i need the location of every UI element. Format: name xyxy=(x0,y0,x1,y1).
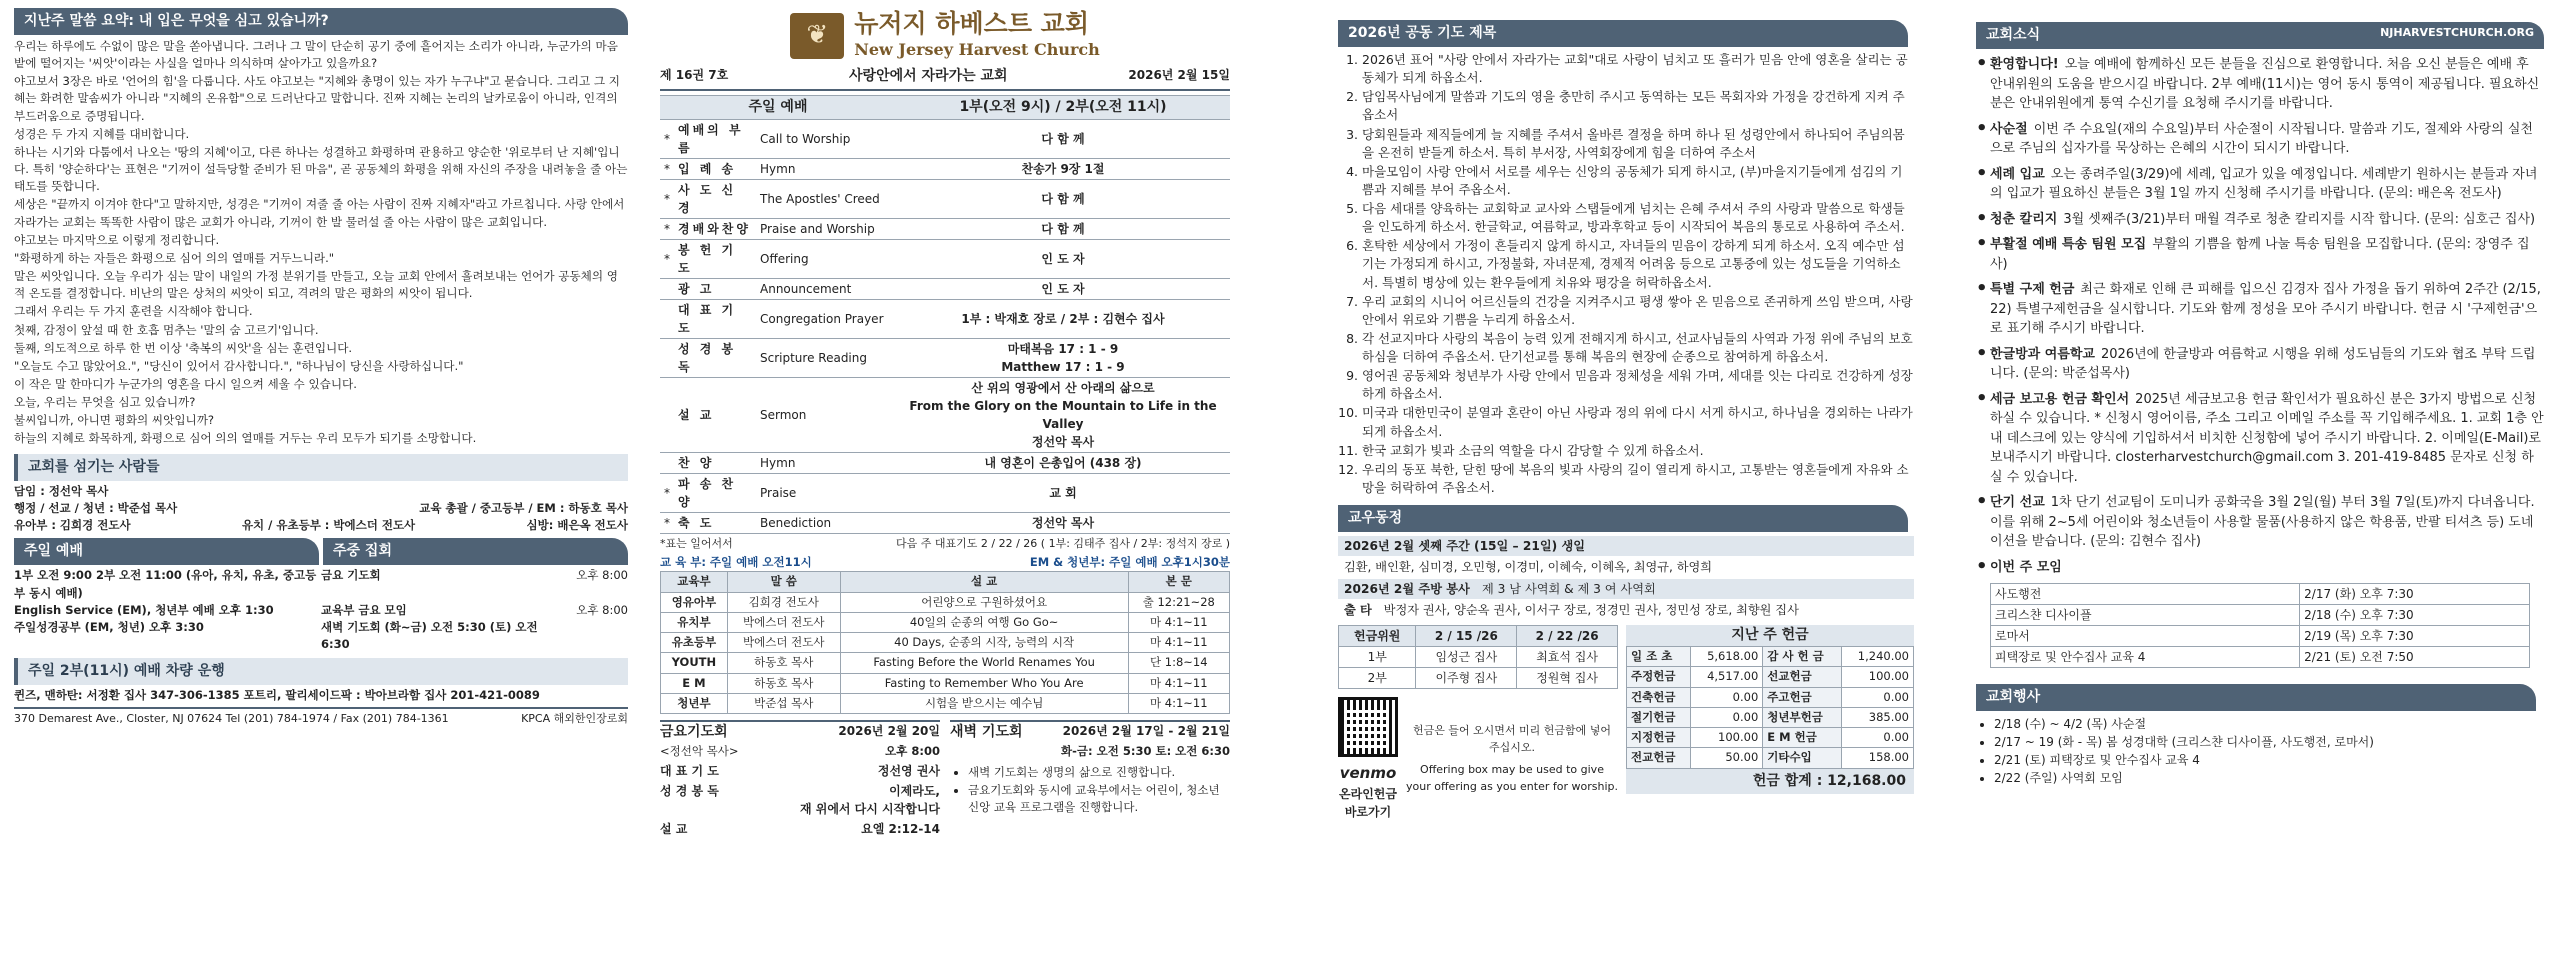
edu-cell: Fasting Before the World Renames You xyxy=(840,653,1128,673)
offering-header: 헌금위원 xyxy=(1339,626,1416,647)
friday-value: 요엘 2:12-14 xyxy=(861,822,940,837)
friday-prayer-time: 오후 8:00 xyxy=(885,744,940,758)
finance-cell: 0.00 xyxy=(1691,707,1763,727)
summary-paragraph: 이 작은 말 한마디가 누군가의 영혼을 다시 일으켜 세울 수 있습니다. xyxy=(14,376,357,391)
news-item xyxy=(1976,165,2544,204)
standing-mark xyxy=(660,377,674,452)
summary-paragraph: 야고보는 마지막으로 이렇게 정리합니다. xyxy=(14,232,220,247)
church-name-ko: 뉴저지 하베스트 교회 xyxy=(854,9,1089,38)
news-text: 3월 셋째주(3/21)부터 매월 격주로 청춘 칼리지를 시작 합니다. (문의: 심호근 집사) xyxy=(2063,211,2536,227)
friday-prayer-date: 2026년 2월 20일 xyxy=(838,724,940,738)
friday-prayer-box xyxy=(660,720,940,838)
order-item-en: Offering xyxy=(756,239,896,278)
prayer-item: 9. 영어권 공동체와 청년부가 사랑 안에서 믿음과 정체성을 세워 가며, 세대를 잇는 다리로 건강하게 성장하게 하옵소서. xyxy=(1362,367,1914,403)
online-offering-link[interactable]: 온라인헌금 바로가기 xyxy=(1339,786,1397,819)
edu-cell: Fasting to Remember Who You Are xyxy=(840,673,1128,693)
finance-cell: 0.00 xyxy=(1841,728,1913,748)
finance-cell: 주정헌금 xyxy=(1627,667,1691,687)
finance-cell: 4,517.00 xyxy=(1691,667,1763,687)
order-item-ko: 대 표 기 도 xyxy=(674,299,756,338)
dawn-note: • 새벽 기도회는 생명의 삶으로 진행합니다. xyxy=(968,764,1230,781)
order-item-en: Announcement xyxy=(756,278,896,299)
staff-entry: 심방: 배은옥 전도사 xyxy=(526,518,628,533)
order-item-ko: 성 경 봉 독 xyxy=(674,338,756,377)
venmo-logo: venmo xyxy=(1339,764,1397,783)
prayer-item: 7. 우리 교회의 시니어 어르신들의 건강을 지켜주시고 평생 쌓아 온 믿음으로 존귀하게 쓰임 받으며, 사랑 안에서 위로와 기쁨을 누리게 하옵소서. xyxy=(1362,293,1914,329)
prayer-item: 3. 당회원들과 제직들에게 늘 지혜를 주셔서 올바른 결정을 하며 하나 된 성령안에서 하나되어 주님의몸을 온전히 받들게 하소서. 특히 부서장, 사역회장에게 힘을 더하여 주소서 xyxy=(1362,126,1914,162)
finance-cell: 감 사 헌 금 xyxy=(1763,647,1841,667)
offering-note-en: Offering box may be used to give your offering as you enter for worship. xyxy=(1406,763,1618,793)
news-heading: 한글방과 여름학교 xyxy=(1990,346,2095,362)
friday-prayer-leader: <정선악 목사> xyxy=(660,744,739,758)
edu-cell: 마 4:1~11 xyxy=(1128,633,1229,653)
gathering-name: 교육부 금요 모임 xyxy=(321,602,407,617)
staff-entry: 유치 / 유초등부 : 박에스더 전도사 xyxy=(241,518,416,533)
order-item-ko: 입 례 송 xyxy=(674,158,756,179)
news-title: 교회소식 xyxy=(1986,27,2041,43)
dawn-prayer-box xyxy=(950,720,1230,838)
news-item xyxy=(1976,345,2544,384)
order-leader: 1부 : 박재호 장로 / 2부 : 김현수 집사 xyxy=(896,299,1230,338)
church-name-en: New Jersey Harvest Church xyxy=(854,39,1100,59)
worship-order-row xyxy=(660,239,1230,278)
offering-header: 2 / 22 /26 xyxy=(1517,626,1618,647)
offering-cell: 이주형 집사 xyxy=(1416,668,1517,689)
news-heading: 환영합니다! xyxy=(1990,57,2059,72)
order-item-ko: 사 도 신 경 xyxy=(674,179,756,218)
order-item-en: Call to Worship xyxy=(756,119,896,158)
event-item: • 2/21 (토) 피택장로 및 안수집사 교육 4 xyxy=(1994,751,2544,769)
summary-paragraph: 불씨입니까, 아니면 평화의 씨앗입니까? xyxy=(14,413,215,428)
finance-cell: 0.00 xyxy=(1691,687,1763,707)
events-title: 교회행사 xyxy=(1976,684,2536,711)
worship-order-row xyxy=(660,512,1230,533)
order-leader: 마태복음 17 : 1 - 9 Matthew 17 : 1 - 9 xyxy=(896,338,1230,377)
news-text: 최근 화재로 인해 큰 피해를 입으신 김경자 집사 가정을 돕기 위하여 2주간 (2/15, 22) 특별구제헌금을 실시합니다. 기도와 함께 정성을 모아 주시기 바랍니다. 헌금 시 '구제헌금'으로 표기해 주시기 바랍니다. xyxy=(1990,282,2541,336)
standing-mark: * xyxy=(660,239,674,278)
news-text: 1차 단기 선교팀이 도미니카 공화국을 3월 2일(월) 부터 3월 7일(토)까지 다녀옵니다. 이를 위해 2~5세 어린이와 청소년들이 사용할 물품(사용하지 않은 학용품, 반팔 티셔츠 등) 도네이션을 받습니다. (문의: 김현수 집사) xyxy=(1990,495,2535,549)
meeting-cell: 크리스챤 디사이플 xyxy=(1991,605,2300,626)
meeting-cell: 2/17 (화) 오후 7:30 xyxy=(2300,584,2530,605)
offering-cell: 최효석 집사 xyxy=(1517,647,1618,668)
news-text: 2026년에 한글방과 여름학교 시행을 위해 성도님들의 기도와 협조 부탁 드립니다. (문의: 박준섭목사) xyxy=(1990,346,2536,381)
news-text: 부활의 기쁨을 함께 나눌 특송 팀원을 모집합니다. (문의: 장영주 집사) xyxy=(1990,237,2530,272)
qr-code-icon[interactable] xyxy=(1338,697,1398,757)
friday-value: 이제라도, 재 위에서 다시 시작합니다 xyxy=(799,784,940,817)
edu-cell: 청년부 xyxy=(661,693,728,713)
staff-entry: 교육 총괄 / 중고등부 / EM : 하동호 목사 xyxy=(419,500,628,515)
edu-cell: 영유아부 xyxy=(661,592,728,612)
standing-mark xyxy=(660,338,674,377)
finance-cell: 기타수입 xyxy=(1763,748,1841,768)
news-item xyxy=(1976,280,2544,339)
edu-header: 본 문 xyxy=(1128,572,1229,592)
edu-cell: 하동호 목사 xyxy=(727,673,840,693)
issue-info xyxy=(660,66,1230,91)
edu-cell: 40일의 순종의 여행 Go Go~ xyxy=(840,612,1128,632)
finance-cell: 5,618.00 xyxy=(1691,647,1763,667)
motto: 사랑안에서 자라가는 교회 xyxy=(849,67,1008,84)
order-item-ko: 예배의 부름 xyxy=(674,119,756,158)
news-item xyxy=(1976,235,2544,274)
order-item-ko: 광 고 xyxy=(674,278,756,299)
order-leader: 인 도 자 xyxy=(896,278,1230,299)
finance-cell: 100.00 xyxy=(1841,667,1913,687)
order-item-en: Praise xyxy=(756,473,896,512)
order-item-ko: 축 도 xyxy=(674,512,756,533)
prayer-item: 4. 마을모임이 사랑 안에서 서로를 세우는 신앙의 공동체가 되게 하시고, (부)마을지기들에게 섬김의 기쁨과 지혜를 부어 주옵소서. xyxy=(1362,163,1914,199)
finance-cell: 158.00 xyxy=(1841,748,1913,768)
offering-cell: 임성근 집사 xyxy=(1416,647,1517,668)
news-item xyxy=(1976,558,2544,578)
event-item: • 2/18 (수) ~ 4/2 (목) 사순절 xyxy=(1994,715,2544,733)
standing-mark: * xyxy=(660,512,674,533)
edu-cell: 출 12:21~28 xyxy=(1128,592,1229,612)
worship-order-row xyxy=(660,218,1230,239)
standing-mark: * xyxy=(660,179,674,218)
order-leader: 정선악 목사 xyxy=(896,512,1230,533)
finance-cell: 1,240.00 xyxy=(1841,647,1913,667)
prayer-item: 2. 담임목사님에게 말씀과 기도의 영을 충만히 주시고 동역하는 모든 목회자와 가정을 강건하게 지켜 주옵소서 xyxy=(1362,88,1914,124)
summary-paragraph: 말은 씨앗입니다. 오늘 우리가 심는 말이 내일의 가정 분위기를 만들고, 오늘 교회 안에서 흘려보내는 언어가 공동체의 영적 온도를 결정합니다. 비난의 말은 상처의 씨앗이 되고, 격려의 말은 평화의 씨앗이 됩니다. xyxy=(14,269,618,301)
finance-title: 지난 주 헌금 xyxy=(1626,625,1914,646)
order-item-ko: 파 송 찬 양 xyxy=(674,473,756,512)
sermon-summary-title: 지난주 말씀 요약: 내 입은 무엇을 심고 있습니까? xyxy=(14,8,628,35)
edu-cell: 김희경 전도사 xyxy=(727,592,840,612)
staff-list xyxy=(14,483,628,535)
finance-cell: 지정헌금 xyxy=(1627,728,1691,748)
weekday-gathering-title: 주중 집회 xyxy=(323,538,628,565)
away-list: 박정자 권사, 양순옥 권사, 이서구 장로, 정경민 권사, 정민성 장로, 최향원 집사 xyxy=(1383,602,1799,617)
finance-cell: 선교헌금 xyxy=(1763,667,1841,687)
meeting-cell: 피택장로 및 안수집사 교육 4 xyxy=(1991,647,2300,668)
order-leader: 다 함 께 xyxy=(896,179,1230,218)
order-leader: 다 함 께 xyxy=(896,218,1230,239)
summary-paragraph: 야고보서 3장은 바로 '언어의 힘'을 다룹니다. 사도 야고보는 "지혜와 총명이 있는 자가 누구냐"고 묻습니다. 그리고 그 지혜는 화려한 말솜씨가 아니라 "지혜의 온유함"으로 드러난다고 말합니다. 진짜 지혜는 논리의 날카로움이 아니라, 인격의 부드러움으로 증명됩니다. xyxy=(14,74,620,123)
friday-item: 설 교 xyxy=(660,822,688,837)
summary-paragraph: 오늘, 우리는 무엇을 심고 있습니까? xyxy=(14,395,196,410)
finance-table xyxy=(1626,646,1914,769)
news-item xyxy=(1976,120,2544,159)
summary-paragraph: 둘째, 의도적으로 하루 한 번 이상 '축복의 씨앗'을 심는 훈련입니다. xyxy=(14,340,353,355)
friday-prayer-title: 금요기도회 xyxy=(660,724,728,740)
worship-order-row xyxy=(660,119,1230,158)
edu-cell: 마 4:1~11 xyxy=(1128,673,1229,693)
prayer-item: 5. 다음 세대를 양육하는 교회학교 교사와 스탭들에게 넘치는 은혜 주셔서 주의 사랑과 말씀으로 학생들을 인도하게 하소서. 한글학교, 여름학교, 방과후학교 등이 시작되어 복음의 통로로 사용하여 주소서. xyxy=(1362,200,1914,236)
order-item-en: Benediction xyxy=(756,512,896,533)
offering-cell: 1부 xyxy=(1339,647,1416,668)
meetings-table xyxy=(1990,583,2530,668)
staff-entry: 유아부 : 김희경 전도사 xyxy=(14,518,131,533)
staff-title: 교회를 섬기는 사람들 xyxy=(14,454,628,481)
finance-cell: 주고헌금 xyxy=(1763,687,1841,707)
news-heading: 이번 주 모임 xyxy=(1990,559,2062,575)
panel-church-news xyxy=(1962,0,2560,980)
finance-cell: 0.00 xyxy=(1841,687,1913,707)
news-heading: 청춘 칼리지 xyxy=(1990,211,2058,227)
worship-order-row xyxy=(660,179,1230,218)
birthday-title: 2026년 2월 셋째 주간 (15일 – 21일) 생일 xyxy=(1338,536,1914,556)
worship-time: 1부 오전 9:00 2부 오전 11:00 (유아, 유치, 유초, 중고등부 동시 예배) xyxy=(14,568,317,600)
prayer-item: 10. 미국과 대한민국이 분열과 혼란이 아닌 사랑과 정의 위에 다시 서게 하시고, 하나님을 경외하는 나라가 되게 하옵소서. xyxy=(1362,404,1914,440)
order-item-en: Hymn xyxy=(756,452,896,473)
staff-entry: 담임 : 정선악 목사 xyxy=(14,483,109,498)
order-leader: 내 영혼이 은총입어 (438 장) xyxy=(896,452,1230,473)
dawn-prayer-title: 새벽 기도회 xyxy=(950,724,1023,740)
news-heading: 세례 입교 xyxy=(1990,166,2045,182)
order-leader: 산 위의 영광에서 산 아래의 삶으로 From the Glory on the Mountain to Life in the Valley 정선악 목사 xyxy=(896,377,1230,452)
news-item xyxy=(1976,210,2544,230)
order-leader: 찬송가 9장 1절 xyxy=(896,158,1230,179)
finance-total: 헌금 합계 : 12,168.00 xyxy=(1626,769,1914,794)
panel-prayer-members xyxy=(1322,0,1922,980)
wheat-book-icon: ❦ xyxy=(790,13,844,59)
parking-title: 주일 2부(11시) 예배 차량 운행 xyxy=(14,658,628,685)
meeting-cell: 2/21 (토) 오전 7:50 xyxy=(2300,647,2530,668)
summary-paragraph: "화평하게 하는 자들은 화평으로 심어 의의 열매를 거두느니라." xyxy=(14,250,335,265)
worship-times-head: 1부(오전 9시) / 2부(오전 11시) xyxy=(896,95,1230,119)
summary-paragraph: 세상은 "끝까지 이겨야 한다"고 말하지만, 성경은 "기꺼이 져줄 줄 아는 사람이 진짜 지혜자"라고 가르칩니다. 사랑 안에서 자라가는 교회는 똑똑한 사람이 많은 교회가 아니라, 기꺼이 한 발 물러설 줄 아는 사람이 많은 교회입니다. xyxy=(14,197,625,229)
finance-cell: 385.00 xyxy=(1841,707,1913,727)
worship-order-row xyxy=(660,452,1230,473)
edu-worship-time: 교 육 부: 주일 예배 오전11시 xyxy=(660,555,812,569)
sermon-summary-body xyxy=(14,38,628,448)
standing-mark: * xyxy=(660,218,674,239)
order-leader: 교 회 xyxy=(896,473,1230,512)
gathering-name: 새벽 기도회 (화~금) 오전 5:30 (토) 오전 6:30 xyxy=(321,620,538,652)
kitchen-duty-groups: 제 3 남 사역회 & 제 3 여 사역회 xyxy=(1482,581,1656,596)
meeting-cell: 사도행전 xyxy=(1991,584,2300,605)
news-text: 2025년 세금보고용 헌금 확인서가 필요하신 분은 3가지 방법으로 신청 하실 수 있습니다. * 신청시 영어이름, 주소 그리고 이메일 주소를 꼭 기입해주세요. 1. 교회 1층 안내 데스크에 있는 양식에 기입하셔서 비치한 신청함에 넣어 주시기 바랍니다. 2. 이메일(E-Mail)로 보내주시기 바랍니다. closterharvestchurch@gmail.com 3. 201-419-8485 문자로 신청 하실 수 있습니다. xyxy=(1990,391,2544,485)
edu-cell: 시험을 받으시는 예수님 xyxy=(840,693,1128,713)
news-text: 오늘 예배에 함께하신 모든 분들을 진심으로 환영합니다. 처음 오신 분들은 예배 후 안내위원의 도움을 받으시길 바랍니다. 2부 예배(11시)는 영어 동시 통역이 제공됩니다. 필요하신 분은 안내위원에게 통역 수신기를 요청해 주시기를 바랍니다. xyxy=(1990,57,2540,111)
offering-header: 2 / 15 /26 xyxy=(1416,626,1517,647)
news-item xyxy=(1976,55,2544,114)
away-label: 출 타 xyxy=(1344,602,1372,617)
worship-times xyxy=(14,567,628,653)
friday-value: 정선영 권사 xyxy=(877,764,940,779)
friday-item: 대 표 기 도 xyxy=(660,764,719,779)
gathering-time: 오후 8:00 xyxy=(576,568,628,583)
order-item-en: Praise and Worship xyxy=(756,218,896,239)
standing-mark: * xyxy=(660,473,674,512)
order-item-ko: 경배와찬양 xyxy=(674,218,756,239)
event-item: • 2/17 ~ 19 (화 - 목) 봄 성경대학 (크리스챤 디사이플, 사도행전, 로마서) xyxy=(1994,733,2544,751)
summary-paragraph: 하나는 시기와 다툼에서 나오는 '땅의 지혜'이고, 다른 하나는 성결하고 화평하며 관용하고 양순한 '위로부터 난 지혜'입니다. 특히 '양순하다'는 표현은 "기꺼이 설득당할 준비가 된 마음", 곧 공동체의 화평을 위해 자신의 주장을 내려놓을 줄 아는 태도를 뜻합니다. xyxy=(14,144,628,194)
summary-paragraph: "오늘도 수고 많았어요.", "당신이 있어서 감사합니다.", "하나님이 당신을 사랑하십니다." xyxy=(14,358,464,373)
edu-cell: 박에스더 전도사 xyxy=(727,612,840,632)
prayer-item: 11. 한국 교회가 빛과 소금의 역할을 다시 감당할 수 있게 하옵소서. xyxy=(1362,442,1914,460)
summary-paragraph: 첫째, 감정이 앞설 때 한 호흡 멈추는 '말의 숨 고르기'입니다. xyxy=(14,322,319,337)
education-table xyxy=(660,571,1230,714)
order-item-ko: 설 교 xyxy=(674,377,756,452)
prayer-item: 6. 혼탁한 세상에서 가정이 흔들리지 않게 하시고, 자녀들의 믿음이 강하게 되게 하소서. 오직 예수만 섬기는 가정되게 하시고, 가정불화, 자녀문제, 경제적 어려움 등으로 고통중에 있는 성도들을 기억하소서. 특별히 병상에 있는 환우들에게 치유와 평강을 허락하옵소서. xyxy=(1362,237,1914,291)
worship-order-row xyxy=(660,473,1230,512)
gathering-time: 오후 8:00 xyxy=(576,602,628,617)
finance-cell: 50.00 xyxy=(1691,748,1763,768)
panel-sermon-summary xyxy=(0,0,640,980)
finance-cell: 청년부헌금 xyxy=(1763,707,1841,727)
shuttle-contacts: 퀸즈, 맨하탄: 서정환 집사 347-306-1385 포트리, 팔리세이드팍 : 박아브라함 집사 201-421-0089 xyxy=(14,687,540,702)
order-item-ko: 봉 헌 기 도 xyxy=(674,239,756,278)
news-heading: 부활절 예배 특송 팀원 모집 xyxy=(1990,237,2147,252)
offering-cell: 2부 xyxy=(1339,668,1416,689)
finance-cell: E M 헌금 xyxy=(1763,728,1841,748)
edu-cell: 어린양으로 구원하셨어요 xyxy=(840,592,1128,612)
church-logo xyxy=(660,10,1230,62)
order-item-en: Scripture Reading xyxy=(756,338,896,377)
summary-paragraph: 우리는 하루에도 수없이 많은 말을 쏟아냅니다. 그러나 그 말이 단순히 공기 중에 흩어지는 소리가 아니라, 누군가의 마음 밭에 떨어지는 '씨앗'이라는 사실을 얼마나 의식하며 살아가고 있을까요? xyxy=(14,39,618,71)
edu-cell: 40 Days, 순종의 시작, 능력의 시작 xyxy=(840,633,1128,653)
summary-paragraph: 하늘의 지혜로 화목하게, 화평으로 심어 의의 열매를 거두는 우리 모두가 되기를 소망합니다. xyxy=(14,431,477,446)
finance-cell: 절기헌금 xyxy=(1627,707,1691,727)
worship-order-row xyxy=(660,158,1230,179)
news-item xyxy=(1976,493,2544,552)
kitchen-duty-title: 2026년 2월 주방 봉사 xyxy=(1344,581,1470,596)
news-heading: 단기 선교 xyxy=(1990,495,2045,510)
order-leader: 다 함 께 xyxy=(896,119,1230,158)
meeting-cell: 2/19 (목) 오후 7:30 xyxy=(2300,626,2530,647)
meeting-cell: 2/18 (수) 오후 7:30 xyxy=(2300,605,2530,626)
dawn-prayer-time: 화-금: 오전 5:30 토: 오전 6:30 xyxy=(1061,744,1230,758)
standing-mark xyxy=(660,299,674,338)
news-list xyxy=(1976,55,2544,577)
volume: 제 16권 7호 xyxy=(660,67,729,82)
worship-order-row xyxy=(660,278,1230,299)
birthday-list: 김환, 배인환, 심미경, 오민형, 이경미, 이혜숙, 이혜옥, 최영규, 하영희 xyxy=(1344,560,1713,575)
edu-cell: 박준섭 목사 xyxy=(727,693,840,713)
news-text: 오는 종려주일(3/29)에 세례, 입교가 있을 예정입니다. 세례받기 원하시는 분들과 자녀의 입교가 필요하신 분들은 3월 1일 까지 신청해 주시기를 바랍니다. (문의: 배은옥 전도사) xyxy=(1990,166,2538,201)
church-address: 370 Demarest Ave., Closter, NJ 07624 Tel (201) 784-1974 / Fax (201) 784-1361 xyxy=(14,711,449,725)
friday-item: 성 경 봉 독 xyxy=(660,784,719,799)
prayer-item: 12. 우리의 동포 북한, 닫힌 땅에 복음의 빛과 사랑의 길이 열리게 하시고, 고통받는 영혼들에게 자유와 소망을 허락하여 주옵소서. xyxy=(1362,461,1914,497)
news-heading: 특별 구제 헌금 xyxy=(1990,282,2075,297)
news-heading: 사순절 xyxy=(1990,121,2028,137)
dawn-prayer-notes xyxy=(950,764,1230,816)
standing-note: *표는 일어서서 xyxy=(660,536,733,550)
prayer-title: 2026년 공동 기도 제목 xyxy=(1338,20,1908,47)
dawn-prayer-date: 2026년 2월 17일 - 2월 21일 xyxy=(1062,724,1230,738)
order-item-en: Congregation Prayer xyxy=(756,299,896,338)
finance-cell: 100.00 xyxy=(1691,728,1763,748)
staff-entry: 행정 / 선교 / 청년 : 박준섭 목사 xyxy=(14,500,178,515)
em-worship-time: EM & 청년부: 주일 예배 오후1시30분 xyxy=(1029,555,1230,569)
prayer-item: 1. 2026년 표어 "사랑 안에서 자라가는 교회"대로 사랑이 넘치고 또 흘러가 믿음 안에 영혼을 살리는 공동체가 되게 하옵소서. xyxy=(1362,51,1914,87)
finance-cell: 일 조 초 xyxy=(1627,647,1691,667)
standing-mark xyxy=(660,452,674,473)
edu-cell: 마 4:1~11 xyxy=(1128,693,1229,713)
offering-note-ko: 헌금은 들어 오시면서 미리 헌금함에 넣어 주십시오. xyxy=(1412,724,1612,754)
standing-mark: * xyxy=(660,119,674,158)
news-heading: 세금 보고용 헌금 확인서 xyxy=(1990,391,2130,407)
dawn-note: • 금요기도회와 동시에 교육부에서는 어린이, 청소년 신앙 교육 프로그램을 진행합니다. xyxy=(968,782,1230,817)
prayer-item: 8. 각 선교지마다 사랑의 복음이 능력 있게 전해지게 하시고, 선교사님들의 사역과 가정 위에 주님의 보호하심을 더하여 주옵소서. 단기선교를 통해 복음의 현장에 순종으로 참여하게 하옵소서. xyxy=(1362,330,1914,366)
edu-cell: E M xyxy=(661,673,728,693)
finance-cell: 건축헌금 xyxy=(1627,687,1691,707)
order-item-en: Hymn xyxy=(756,158,896,179)
standing-mark: * xyxy=(660,158,674,179)
edu-cell: YOUTH xyxy=(661,653,728,673)
order-item-ko: 찬 양 xyxy=(674,452,756,473)
worship-order-row xyxy=(660,299,1230,338)
edu-cell: 마 4:1~11 xyxy=(1128,612,1229,632)
order-item-en: Sermon xyxy=(756,377,896,452)
next-prayer-note: 다음 주 대표기도 2 / 22 / 26 ( 1부: 김태주 집사 / 2부: 정석지 장로 ) xyxy=(896,536,1230,550)
edu-cell: 하동호 목사 xyxy=(727,653,840,673)
events-list xyxy=(1976,715,2544,787)
worship-order-row xyxy=(660,338,1230,377)
offering-cell: 정원혁 집사 xyxy=(1517,668,1618,689)
finance-cell: 전교헌금 xyxy=(1627,748,1691,768)
sunday-worship-title: 주일 예배 xyxy=(14,538,319,565)
edu-cell: 단 1:8~14 xyxy=(1128,653,1229,673)
worship-order-table xyxy=(660,95,1230,534)
meeting-cell: 로마서 xyxy=(1991,626,2300,647)
summary-paragraph: 성경은 두 가지 지혜를 대비합니다. xyxy=(14,126,190,141)
order-leader: 인 도 자 xyxy=(896,239,1230,278)
denomination: KPCA 해외한인장로회 xyxy=(521,711,628,725)
panel-bulletin-front xyxy=(652,0,1242,980)
issue-date: 2026년 2월 15일 xyxy=(1128,67,1230,82)
edu-header: 교육부 xyxy=(661,572,728,592)
news-text: 이번 주 수요일(재의 수요일)부터 사순절이 시작됩니다. 말씀과 기도, 절제와 사랑의 실천으로 주님의 십자가를 묵상하는 은혜의 시간이 되시기 바랍니다. xyxy=(1990,121,2533,156)
gathering-time xyxy=(558,619,628,654)
summary-paragraph: 그래서 우리는 두 가지 훈련을 시작해야 합니다. xyxy=(14,304,253,319)
order-item-en: The Apostles' Creed xyxy=(756,179,896,218)
worship-time: English Service (EM), 청년부 예배 오후 1:30 xyxy=(14,602,274,617)
prayer-list xyxy=(1338,51,1914,497)
edu-cell: 유치부 xyxy=(661,612,728,632)
standing-mark xyxy=(660,278,674,299)
friday-prayer-rows xyxy=(660,762,940,838)
offering-committee-table xyxy=(1338,625,1618,689)
edu-header: 말 씀 xyxy=(727,572,840,592)
worship-order-row xyxy=(660,377,1230,452)
members-title: 교우동정 xyxy=(1338,505,1908,532)
worship-time: 주일성경공부 (EM, 청년) 오후 3:30 xyxy=(14,620,204,635)
edu-header: 설 교 xyxy=(840,572,1128,592)
worship-head: 주일 예배 xyxy=(660,95,896,119)
event-item: • 2/22 (주일) 사역회 모임 xyxy=(1994,769,2544,787)
edu-cell: 박에스더 전도사 xyxy=(727,633,840,653)
gathering-name: 금요 기도회 xyxy=(321,568,381,583)
edu-cell: 유초등부 xyxy=(661,633,728,653)
news-item xyxy=(1976,390,2544,488)
website[interactable]: NJHARVESTCHURCH.ORG xyxy=(2380,26,2534,39)
